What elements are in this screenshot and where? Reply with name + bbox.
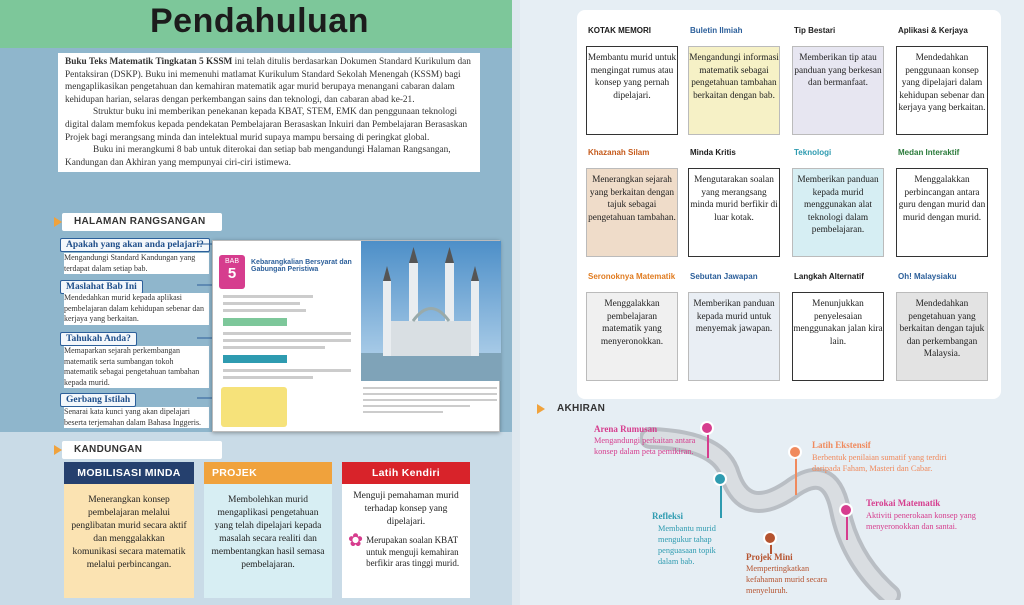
feature-icon-11: Oh! Malaysiaku — [898, 272, 957, 281]
bab-label: BAB — [224, 258, 239, 265]
card-projek-title: PROJEK — [204, 462, 332, 484]
feature-card-tip-bestari — [790, 22, 890, 140]
card-mobilisasi-minda — [64, 462, 194, 605]
feature-card-khazanah-silam — [584, 144, 684, 262]
akhiran-desc-terokai: Aktiviti penerokaan konsep yang menyeronokkan dan santai. — [866, 511, 976, 531]
card-latih-kendiri — [342, 462, 470, 605]
feature-desc-3: Mendedahkan penggunaan konsep yang dipelajari dalam kehidupan sebenar dan kerjaya yang berkaitan. — [896, 46, 988, 135]
akhiran-desc-refleksi: Membantu murid mengukur tahap penguasaan topik dalam bab. — [658, 524, 716, 566]
feature-card-sebutan-jawapan — [686, 268, 786, 386]
dot-refleksi — [713, 472, 727, 486]
desc-maslahat: Mendedahkan murid kepada aplikasi pembelajaran dalam kehidupan sebenar dan kerjaya yang berkaitan. — [64, 293, 209, 325]
mosque-photo — [361, 241, 501, 381]
book-title: Buku Teks Matematik Tingkatan 5 KSSM — [65, 57, 233, 67]
feature-icon-9: Sebutan Jawapan — [690, 272, 758, 281]
intro-paragraph-3: Buku ini merangkumi 8 bab untuk diterokai dan setiap bab mengandungi Halaman Rangsangan, Kandungan dan Akhiran yang mempunyai ciri-ciri istimewa. — [65, 145, 451, 168]
intro-paragraph-2: Struktur buku ini memberikan penekanan kepada KBAT, STEM, EMK dan penggunaan teknologi digital dalam memfokus kepada pendekatan Pembelajaran Berasaskan Inkuiri dan Pembelajaran Berasaskan Projek bagi merangsang minda dan intelektual murid supaya mampu bersaing di peringkat global. — [65, 107, 468, 143]
chapter-text-lines — [223, 291, 351, 381]
desc-apakah: Mengandungi Standard Kandungan yang terdapat dalam setiap bab. — [64, 253, 209, 274]
section-heading-kandungan: KANDUNGAN — [62, 441, 222, 459]
akhiran-desc-projek-mini: Mempertingkatkan kefahaman murid secara menyeluruh. — [746, 564, 828, 595]
card-latih-body — [342, 484, 470, 598]
card-projek — [204, 462, 332, 605]
akhiran-label-arena: Arena Rumusan — [594, 424, 658, 434]
label-apakah: Apakah yang akan anda pelajari? — [60, 238, 210, 252]
feature-icon-6: Teknologi — [794, 148, 832, 157]
feature-card-kotak-memori — [584, 22, 684, 140]
bab-badge — [219, 255, 245, 289]
feature-card-aplikasi-kerjaya — [894, 22, 994, 140]
label-tahukah: Tahukah Anda? — [60, 332, 137, 346]
feature-card-oh-malaysiaku — [894, 268, 994, 386]
akhiran-label-refleksi: Refleksi — [652, 511, 683, 521]
akhiran-label-projek-mini: Projek Mini — [746, 552, 793, 562]
kbat-note — [348, 530, 464, 570]
card-latih-title: Latih Kendiri — [342, 462, 470, 484]
feature-desc-2: Memberikan tip atau panduan yang berkesan dan bermanfaat. — [792, 46, 884, 135]
feature-icon-2: Tip Bestari — [794, 26, 836, 35]
feature-icon-8: Seronoknya Matematik — [588, 272, 676, 281]
label-gerbang: Gerbang Istilah — [60, 393, 136, 407]
feature-icon-4: Khazanah Silam — [588, 148, 650, 157]
feature-card-langkah-alternatif — [790, 268, 890, 386]
feature-desc-10: Menunjukkan penyelesaian menggunakan jalan kira lain. — [792, 292, 884, 381]
card-latih-desc: Menguji pemahaman murid terhadap konsep yang dipelajari. — [353, 491, 459, 527]
feature-desc-5: Mengutarakan soalan yang merangsang minda murid berfikir di luar kotak. — [688, 168, 780, 257]
chapter-opener-preview — [212, 240, 500, 432]
photo-caption-lines — [363, 383, 497, 429]
feature-card-minda-kritis — [686, 144, 786, 262]
dot-projek-mini — [763, 531, 777, 545]
section-heading-akhiran: AKHIRAN — [545, 400, 645, 418]
feature-desc-11: Mendedahkan pengetahuan yang berkaitan dengan tajuk dan perkembangan Malaysia. — [896, 292, 988, 381]
intro-text — [58, 53, 480, 172]
dot-arena — [700, 421, 714, 435]
gerbang-istilah-box — [221, 387, 287, 427]
akhiran-desc-arena: Mengandungi perkaitan antara konsep dalam peta pemikiran. — [594, 436, 696, 456]
feature-card-teknologi — [790, 144, 890, 262]
feature-desc-8: Menggalakkan pembelajaran matematik yang menyeronokkan. — [586, 292, 678, 381]
feature-icon-7: Medan Interaktif — [898, 148, 960, 157]
akhiran-label-terokai: Terokai Matematik — [866, 498, 941, 508]
feature-desc-4: Menerangkan sejarah yang berkaitan dengan tajuk sebagai pengetahuan tambahan. — [586, 168, 678, 257]
akhiran-label-latih-ekstensif: Latih Ekstensif — [812, 440, 871, 450]
feature-icon-0: KOTAK MEMORI — [588, 26, 651, 35]
feature-desc-0: Membantu murid untuk mengingat rumus atau konsep yang pernah dipelajari. — [586, 46, 678, 135]
dot-terokai — [839, 503, 853, 517]
card-mobilisasi-title: MOBILISASI MINDA — [64, 462, 194, 484]
kbat-desc: Merupakan soalan KBAT untuk menguji kemahiran berfikir aras tinggi murid. — [366, 535, 460, 568]
intro-paragraph-1 — [65, 56, 473, 106]
bab-number: 5 — [227, 265, 237, 282]
section-heading-halaman: HALAMAN RANGSANGAN — [62, 213, 222, 231]
feature-desc-9: Memberikan panduan kepada murid untuk menyemak jawapan. — [688, 292, 780, 381]
feature-desc-7: Menggalakkan perbincangan antara guru dengan murid dan murid dengan murid. — [896, 168, 988, 257]
page-title: Pendahuluan — [150, 2, 369, 40]
feature-icon-5: Minda Kritis — [690, 148, 736, 157]
label-maslahat: Maslahat Bab Ini — [60, 280, 143, 294]
feature-card-seronoknya-matematik — [584, 268, 684, 386]
feature-icon-10: Langkah Alternatif — [794, 272, 864, 281]
feature-icon-1: Buletin Ilmiah — [690, 26, 743, 35]
card-mobilisasi-desc: Menerangkan konsep pembelajaran melalui penglibatan murid secara aktif dan menggalakkan komunikasi secara matematik melalui perbincangan. — [64, 484, 194, 598]
chapter-title: Kebarangkalian Bersyarat dan Gabungan Peristiwa — [251, 259, 352, 273]
feature-desc-1: Mengandungi informasi matematik sebagai pengetahuan tambahan berkaitan dengan bab. — [688, 46, 780, 135]
dot-latih-ekstensif — [788, 445, 802, 459]
card-projek-desc: Membolehkan murid mengaplikasi pengetahuan yang telah dipelajari kepada masalah secara realiti dan membentangkan hasil semasa pembelajaran. — [204, 484, 332, 598]
akhiran-desc-latih-ekstensif: Berbentuk penilaian sumatif yang terdiri daripada Faham, Masteri dan Cabar. — [812, 453, 947, 473]
feature-card-buletin-ilmiah — [686, 22, 786, 140]
desc-gerbang: Senarai kata kunci yang akan dipelajari beserta terjemahan dalam Bahasa Inggeris. — [64, 407, 209, 428]
intro-p1-text: ini telah ditulis berdasarkan Dokumen Standard Kurikulum dan Pentaksiran (DSKP). Buku ini memenuhi matlamat Kurikulum Standard Sekolah Menengah (KSSM) bagi mengaplikasikan pengetahuan dan kemahiran matematik agar murid berupaya menangani cabaran dalam kehidupan harian, selaras dengan perkembangan sains dan teknologi, dan cabaran abad ke-21. — [65, 57, 471, 105]
feature-card-medan-interaktif — [894, 144, 994, 262]
stem-latih-ekstensif — [795, 455, 797, 495]
desc-tahukah: Memaparkan sejarah perkembangan matematik serta sumbangan tokoh matematik sebagai pengetahuan tambahan kepada murid. — [64, 346, 209, 388]
brain-icon: ✿ — [348, 530, 364, 550]
feature-desc-6: Memberikan panduan kepada murid menggunakan alat teknologi dalam pembelajaran. — [792, 168, 884, 257]
feature-icon-3: Aplikasi & Kerjaya — [898, 26, 968, 35]
